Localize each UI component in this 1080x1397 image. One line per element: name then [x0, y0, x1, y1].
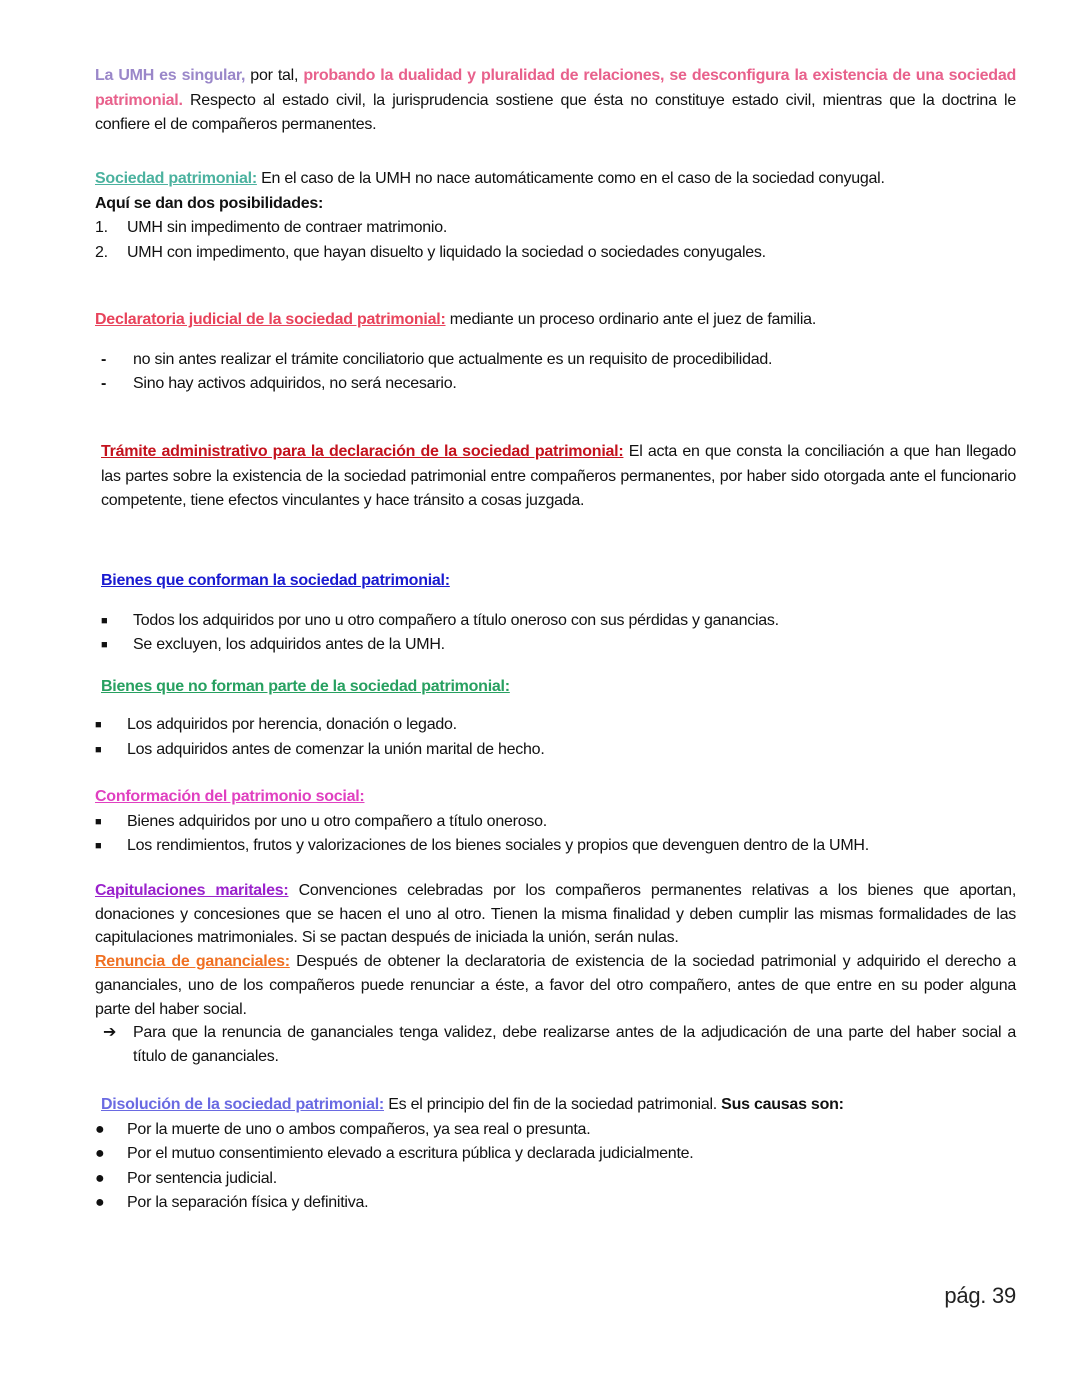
text: por tal, — [245, 67, 304, 84]
list-item — [101, 348, 1016, 373]
item-text: UMH sin impedimento de contraer matrimonio. — [127, 219, 448, 236]
highlight-umh: La UMH es singular, — [95, 67, 246, 84]
list-bienes-no-forman — [95, 713, 1016, 762]
square-bullet-icon: ■ — [101, 639, 108, 651]
text: Es el principio del fin de la sociedad patrimonial. — [384, 1096, 722, 1113]
square-bullet-icon: ■ — [95, 815, 102, 828]
item-text: Para que la renuncia de gananciales tenga validez, debe realizarse antes de la adjudicación de una parte del haber social a título de gananciales. — [133, 1024, 1016, 1065]
page-number: pág. 39 — [944, 1283, 1016, 1308]
bullet-icon: ● — [95, 1194, 105, 1211]
heading: Sociedad patrimonial: — [95, 170, 257, 187]
list-item — [101, 372, 1016, 397]
list-item — [95, 1167, 1016, 1192]
item-text: Todos los adquiridos por uno u otro compañero a título oneroso con sus pérdidas y ganancias. — [133, 611, 779, 629]
list-item — [95, 241, 1016, 266]
section-disolucion — [95, 1093, 1016, 1216]
bullet-icon: ● — [95, 1169, 105, 1187]
square-bullet-icon: ■ — [101, 614, 108, 627]
heading: Declaratoria judicial de la sociedad patrimonial: — [95, 311, 446, 328]
section-conformacion — [95, 785, 1016, 859]
heading: Bienes que conforman la sociedad patrimonial: — [101, 572, 450, 589]
dash-marker: - — [101, 375, 107, 392]
list-item — [95, 1142, 1016, 1167]
text: En el caso de la UMH no nace automáticamente como en el caso de la sociedad conyugal. — [256, 170, 885, 187]
section-declaratoria — [95, 308, 1016, 397]
item-text: Sino hay activos adquiridos, no será necesario. — [133, 375, 457, 392]
section-capitulaciones — [95, 879, 1016, 1069]
item-text: Por la muerte de uno o ambos compañeros, ya sea real o presunta. — [127, 1120, 591, 1138]
square-bullet-icon: ■ — [95, 719, 102, 731]
heading-bienes-no-forman-wrap — [101, 675, 1016, 700]
highlight-pink: probando la dualidad y pluralidad de relaciones, se desconfigura la existencia de una sociedad patrimonial. — [95, 67, 1016, 109]
item-text: Los adquiridos antes de comenzar la unión marital de hecho. — [127, 740, 545, 758]
list-item — [95, 216, 1016, 241]
text: Convenciones celebradas por los compañeros permanentes relativas a los bienes que aportan, donaciones y concesiones que se hacen el uno al otro. Tienen la misma finalidad y deben cumplir las mismas formalidades de las capitulaciones matrimoniales. Si se pactan después de iniciada la unión, serán nulas. — [95, 882, 1017, 947]
text: Después de obtener la declaratoria de existencia de la sociedad patrimonial y adquirido el derecho a gananciales, uno de los compañeros puede renunciar a éste, a favor del otro compañero, antes de que entre en su poder alguna parte del haber social. — [95, 953, 1016, 1018]
list-item — [101, 609, 1016, 634]
section-tramite — [101, 440, 1016, 514]
item-text: Por sentencia judicial. — [127, 1169, 277, 1187]
item-text: no sin antes realizar el trámite conciliatorio que actualmente es un requisito de procedibilidad. — [133, 350, 773, 368]
square-bullet-icon: ■ — [95, 840, 102, 852]
heading-renuncia: Renuncia de gananciales: — [95, 953, 290, 971]
list-item — [95, 1191, 1016, 1216]
text: mediante un proceso ordinario ante el juez de familia. — [445, 311, 817, 328]
heading: Conformación del patrimonio social: — [95, 788, 365, 805]
section-sociedad-patrimonial — [95, 167, 1016, 265]
heading: Bienes que no forman parte de la sociedad patrimonial: — [101, 678, 510, 695]
bullet-icon: ● — [95, 1145, 105, 1162]
paragraph-umh — [95, 64, 1016, 138]
bullet-icon: ● — [95, 1120, 105, 1138]
item-text: UMH con impedimento, que hayan disuelto y liquidado la sociedad o sociedades conyugales. — [127, 243, 766, 261]
item-text: Por el mutuo consentimiento elevado a escritura pública y declarada judicialmente. — [127, 1145, 694, 1162]
list-item — [101, 633, 1016, 658]
dash-marker: - — [101, 350, 107, 368]
item-text: Los rendimientos, frutos y valorizaciones de los bienes sociales y propios que devenguen dentro de la UMH. — [127, 837, 869, 854]
text: Respecto al estado civil, la jurisprudencia sostiene que ésta no constituye estado civil, mientras que la doctrina le confiere el de compañeros permanentes. — [95, 91, 1016, 133]
list-item — [95, 834, 1016, 859]
list-item — [95, 713, 1016, 738]
item-text: Por la separación física y definitiva. — [127, 1194, 369, 1211]
list-item — [103, 1021, 1016, 1068]
square-bullet-icon: ■ — [95, 743, 102, 756]
number-marker: 2. — [95, 243, 108, 261]
number-marker: 1. — [95, 219, 108, 236]
list-item — [95, 810, 1016, 835]
arrow-right-icon: ➔ — [103, 1024, 117, 1042]
bold-text: Sus causas son: — [721, 1096, 844, 1113]
bold-text: Aquí se dan dos posibilidades: — [95, 194, 324, 212]
list-item — [95, 1118, 1016, 1143]
item-text: Bienes adquiridos por uno u otro compañero a título oneroso. — [127, 812, 547, 830]
item-text: Se excluyen, los adquiridos antes de la UMH. — [133, 636, 445, 653]
heading: Disolución de la sociedad patrimonial: — [101, 1096, 384, 1113]
heading: Trámite administrativo para la declaración de la sociedad patrimonial: — [101, 443, 624, 460]
list-item — [95, 738, 1016, 763]
text: El acta en que consta la conciliación a que han llegado las partes sobre la existencia de la sociedad patrimonial entre compañeros permanentes, por haber sido otorgada ante el funcionario competente, tiene efectos vinculantes y hace tránsito a cosas juzgada. — [101, 443, 1016, 509]
heading: Capitulaciones maritales: — [95, 882, 289, 899]
item-text: Los adquiridos por herencia, donación o legado. — [127, 716, 457, 733]
section-bienes-conforman — [101, 569, 1016, 658]
